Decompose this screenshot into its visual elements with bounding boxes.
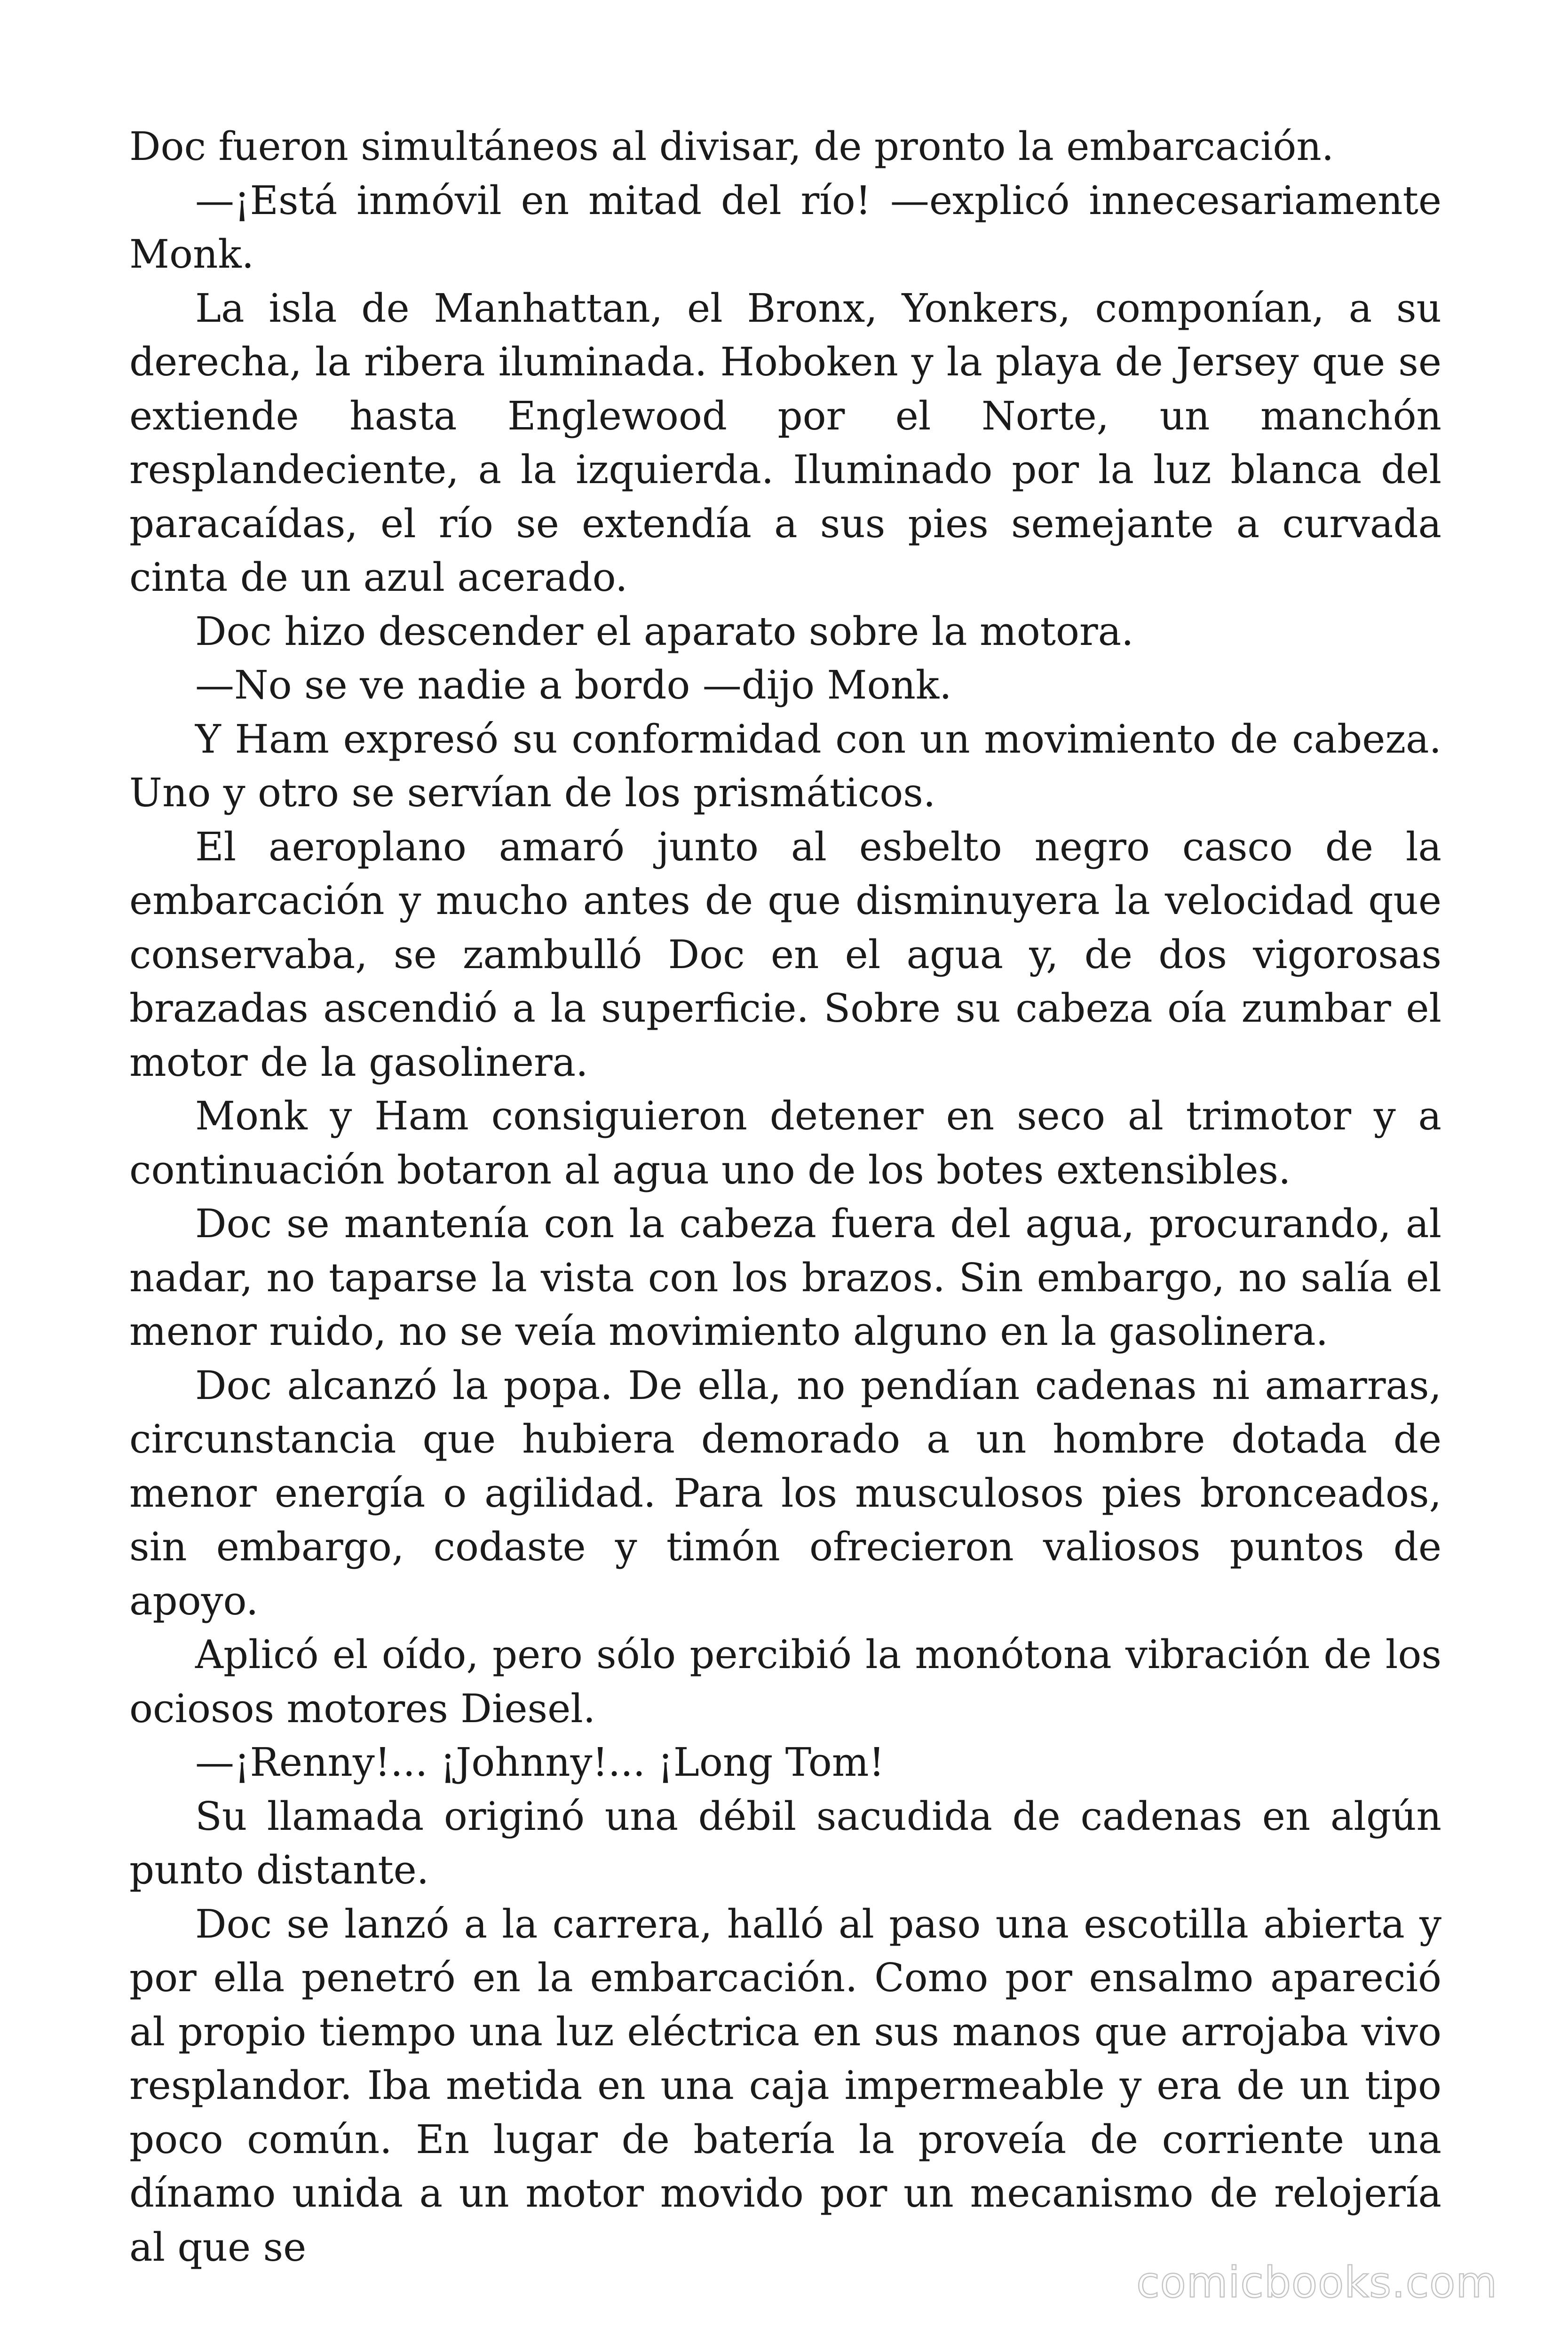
paragraph: Doc se lanzó a la carrera, halló al paso una escotilla abierta y por ella penetró en la embarcación. Como por ensalmo apareció al propio tiempo una luz eléctrica en sus manos que arrojaba vivo resplandor. Iba metida en una caja impermeable y era de un tipo poco común. En lugar de batería la proveía de corriente una dínamo unida a un motor movido por un mecanismo de relojería al que se (129, 1901, 1441, 2270)
paragraph: Y Ham expresó su conformidad con un movimiento de cabeza. Uno y otro se servían de los prismáticos. (129, 716, 1441, 816)
paragraph: La isla de Manhattan, el Bronx, Yonkers, componían, a su derecha, la ribera iluminada. Hoboken y la playa de Jersey que se extiende hasta Englewood por el Norte, un manchón resplandeciente, a la izquierda. Iluminado por la luz blanca del paracaídas, el río se extendía a sus pies semejante a curvada cinta de un azul acerado. (129, 285, 1441, 600)
paragraph: Monk y Ham consiguieron detener en seco al trimotor y a continuación botaron al agua uno de los botes extensibles. (129, 1093, 1441, 1193)
page-text (129, 120, 1441, 2274)
paragraph: Su llamada originó una débil sacudida de cadenas en algún punto distante. (129, 1793, 1441, 1893)
paragraph: Doc hizo descender el aparato sobre la motora. (195, 608, 1134, 654)
paragraph: —No se ve nadie a bordo —dijo Monk. (195, 662, 952, 708)
watermark: comicbooks.com (1136, 2258, 1497, 2307)
paragraph: El aeroplano amaró junto al esbelto negro casco de la embarcación y mucho antes de que disminuyera la velocidad que conservaba, se zambulló Doc en el agua y, de dos vigorosas brazadas ascendió a la superficie. Sobre su cabeza oía zumbar el motor de la gasolinera. (129, 824, 1441, 1085)
paragraph: —¡Renny!... ¡Johnny!... ¡Long Tom! (195, 1740, 885, 1785)
paragraph: Aplicó el oído, pero sólo percibió la monótona vibración de los ociosos motores Diesel. (129, 1632, 1441, 1732)
paragraph: —¡Está inmóvil en mitad del río! —explicó innecesariamente Monk. (129, 177, 1441, 277)
paragraph: Doc se mantenía con la cabeza fuera del agua, procurando, al nadar, no taparse la vista con los brazos. Sin embargo, no salía el menor ruido, no se veía movimiento alguno en la gasolinera. (129, 1201, 1441, 1354)
paragraph: Doc alcanzó la popa. De ella, no pendían cadenas ni amarras, circunstancia que hubiera demorado a un hombre dotada de menor energía o agilidad. Para los musculosos pies bronceados, sin embargo, codaste y timón ofrecieron valiosos puntos de apoyo. (129, 1362, 1441, 1624)
paragraph: Doc fueron simultáneos al divisar, de pronto la embarcación. (129, 124, 1334, 169)
